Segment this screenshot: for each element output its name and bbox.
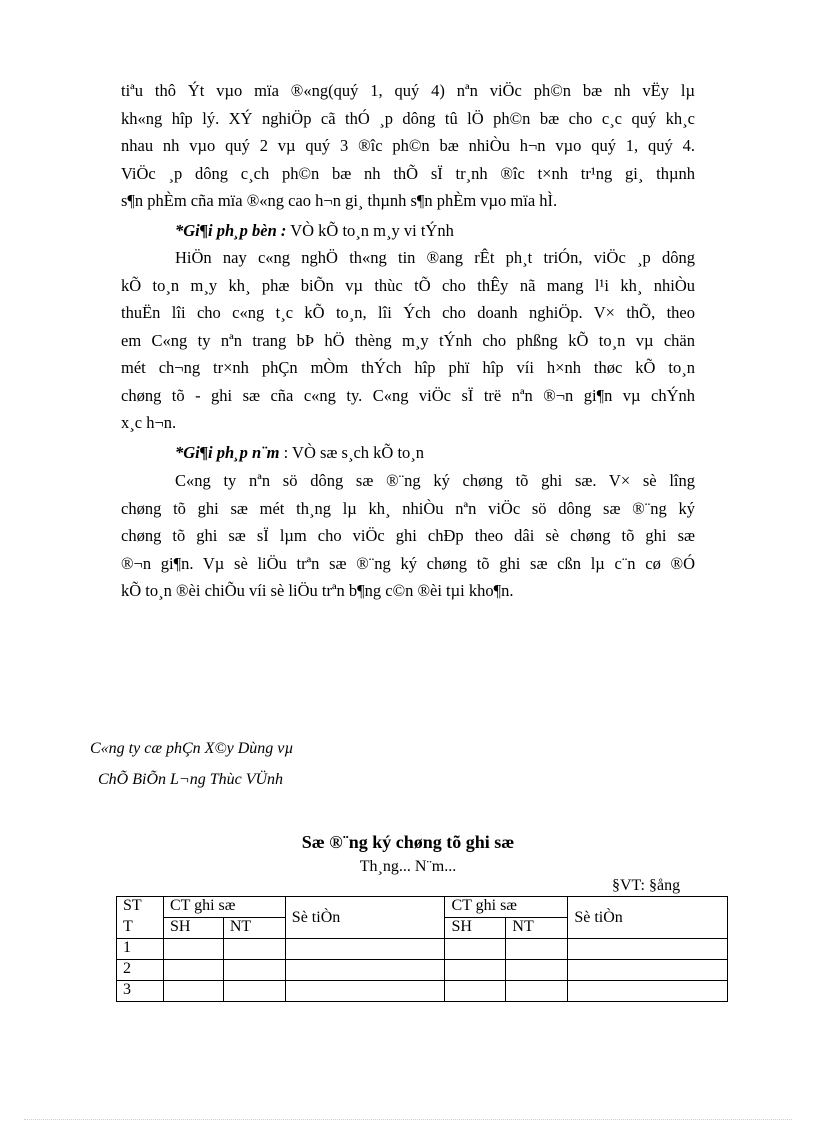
table-cell	[568, 960, 728, 981]
table-cell	[445, 939, 506, 960]
table-header-row	[117, 897, 728, 918]
text-line: kÕ to¸n ®èi chiÕu víi sè liÖu trªn b¶ng c©n ®èi tµi kho¶n.	[121, 581, 514, 600]
text-line: tiªu thô Ýt vµo mïa ®«ng(quý 1, quý 4) nªn viÖc ph©n bæ nh vËy lµ	[121, 81, 695, 100]
table-cell	[445, 960, 506, 981]
text-line: chøng tõ - ghi sæ cña c«ng ty. C«ng viÖc sÏ trë nªn ®¬n gi¶n vµ chÝnh	[121, 385, 695, 405]
table-cell	[568, 939, 728, 960]
table-cell	[223, 960, 285, 981]
table-cell	[223, 939, 285, 960]
table-cell	[163, 981, 223, 1002]
text-line: chøng tõ ghi sæ mét th¸ng lµ kh¸ nhiÒu nªn viÖc sö dông sæ ®¨ng ký	[121, 498, 695, 518]
table-cell	[285, 981, 445, 1002]
solution-four-text: VÒ kÕ to¸n m¸y vi tÝnh	[286, 221, 454, 240]
table-cell	[506, 981, 568, 1002]
text-line: thuËn lîi cho c«ng t¸c kÕ to¸n, lîi Ých cho doanh nghiÖp. V× thÕ, theo	[121, 303, 695, 322]
amount-header: Sè tiÒn	[285, 897, 445, 939]
table-row	[117, 981, 728, 1002]
table-cell	[285, 939, 445, 960]
table-cell	[163, 960, 223, 981]
solution-four-heading	[175, 217, 454, 245]
currency-unit: §VT: §ång	[612, 877, 681, 894]
voucher-register-table	[116, 896, 728, 1002]
text-line: em C«ng ty nªn trang bÞ hÖ thèng m¸y tÝnh cho phßng kÕ to¸n vµ chän	[121, 330, 695, 350]
table-cell	[223, 981, 285, 1002]
text-line: HiÖn nay c«ng nghÖ th«ng tin ®ang rÊt ph¸t triÓn, viÖc ¸p dông	[175, 248, 695, 267]
text-line: x¸c h¬n.	[121, 413, 177, 432]
text-line: ViÖc ¸p dông c¸ch ph©n bæ nh thÕ sÏ tr¸nh ®îc t×nh tr¹ng gi¸ thµnh	[121, 163, 695, 183]
solution-five-heading	[175, 439, 424, 467]
row-number: 2	[117, 960, 164, 981]
table-cell	[285, 960, 445, 981]
text-line: s¶n phÈm cña mïa ®«ng cao h¬n gi¸ thµnh s¶n phÈm vµo mïa hÌ.	[121, 191, 558, 210]
text-line: nhau nh vµo quý 2 vµ quý 3 ®îc ph©n bæ nhiÒu h¬n vµo quý 1, quý 4.	[121, 136, 695, 155]
row-number: 3	[117, 981, 164, 1002]
text-line: kÕ to¸n m¸y kh¸ phæ biÕn vµ thùc tÕ cho thÊy nã mang l¹i kh¸ nhiÒu	[121, 275, 695, 295]
solution-five-text: : VÒ sæ s¸ch kÕ to¸n	[279, 443, 425, 462]
text-line: C«ng ty nªn sö dông sæ ®¨ng ký chøng tõ ghi sæ. V× sè lîng	[175, 471, 695, 490]
sh-header: SH	[445, 918, 506, 939]
table-cell	[445, 981, 506, 1002]
nt-header: NT	[223, 918, 285, 939]
stt-header-top: ST	[117, 897, 164, 918]
paragraph-allocation	[121, 77, 695, 215]
nt-header: NT	[506, 918, 568, 939]
register-subtitle: Th¸ng... N¨m...	[359, 858, 457, 875]
text-line: ®¬n gi¶n. Vµ sè liÖu trªn sæ ®¨ng ký chøng tõ ghi sæ cßn lµ c¨n cø ®Ó	[121, 553, 695, 573]
solution-five-label: *Gi¶i ph¸p n¨m	[175, 443, 280, 462]
table-row	[117, 960, 728, 981]
solution-four-label: *Gi¶i ph¸p bèn :	[175, 221, 287, 240]
row-number: 1	[117, 939, 164, 960]
register-title: Sæ ®¨ng ký chøng tõ ghi sæ	[301, 832, 515, 852]
stt-header-bottom: T	[117, 918, 164, 939]
page-bottom-divider	[24, 1119, 792, 1120]
text-line: kh«ng hîp lý. XÝ nghiÖp cã thÓ ¸p dông tû lÖ ph©n bæ cho c¸c quý kh¸c	[121, 108, 695, 128]
sh-header: SH	[163, 918, 223, 939]
table-cell	[163, 939, 223, 960]
ct-group-header: CT ghi sæ	[445, 897, 568, 918]
amount-header: Sè tiÒn	[568, 897, 728, 939]
table-cell	[506, 960, 568, 981]
company-name-line1: C«ng ty cæ phÇn X©y Dùng vµ	[90, 740, 294, 757]
paragraph-computer-accounting	[121, 244, 695, 437]
table-cell	[506, 939, 568, 960]
paragraph-bookkeeping	[121, 467, 695, 605]
text-line: chøng tõ ghi sæ sÏ lµm cho viÖc ghi chÐp theo dâi sè chøng tõ ghi sæ	[121, 526, 695, 545]
text-line: mét ch¬ng tr×nh phÇn mÒm thÝch hîp phï hîp víi h×nh thøc kÕ to¸n	[121, 358, 695, 377]
table-cell	[568, 981, 728, 1002]
ct-group-header: CT ghi sæ	[163, 897, 285, 918]
table-row	[117, 939, 728, 960]
company-name-line2: ChÕ BiÕn L¬ng Thùc VÜnh	[98, 771, 284, 788]
